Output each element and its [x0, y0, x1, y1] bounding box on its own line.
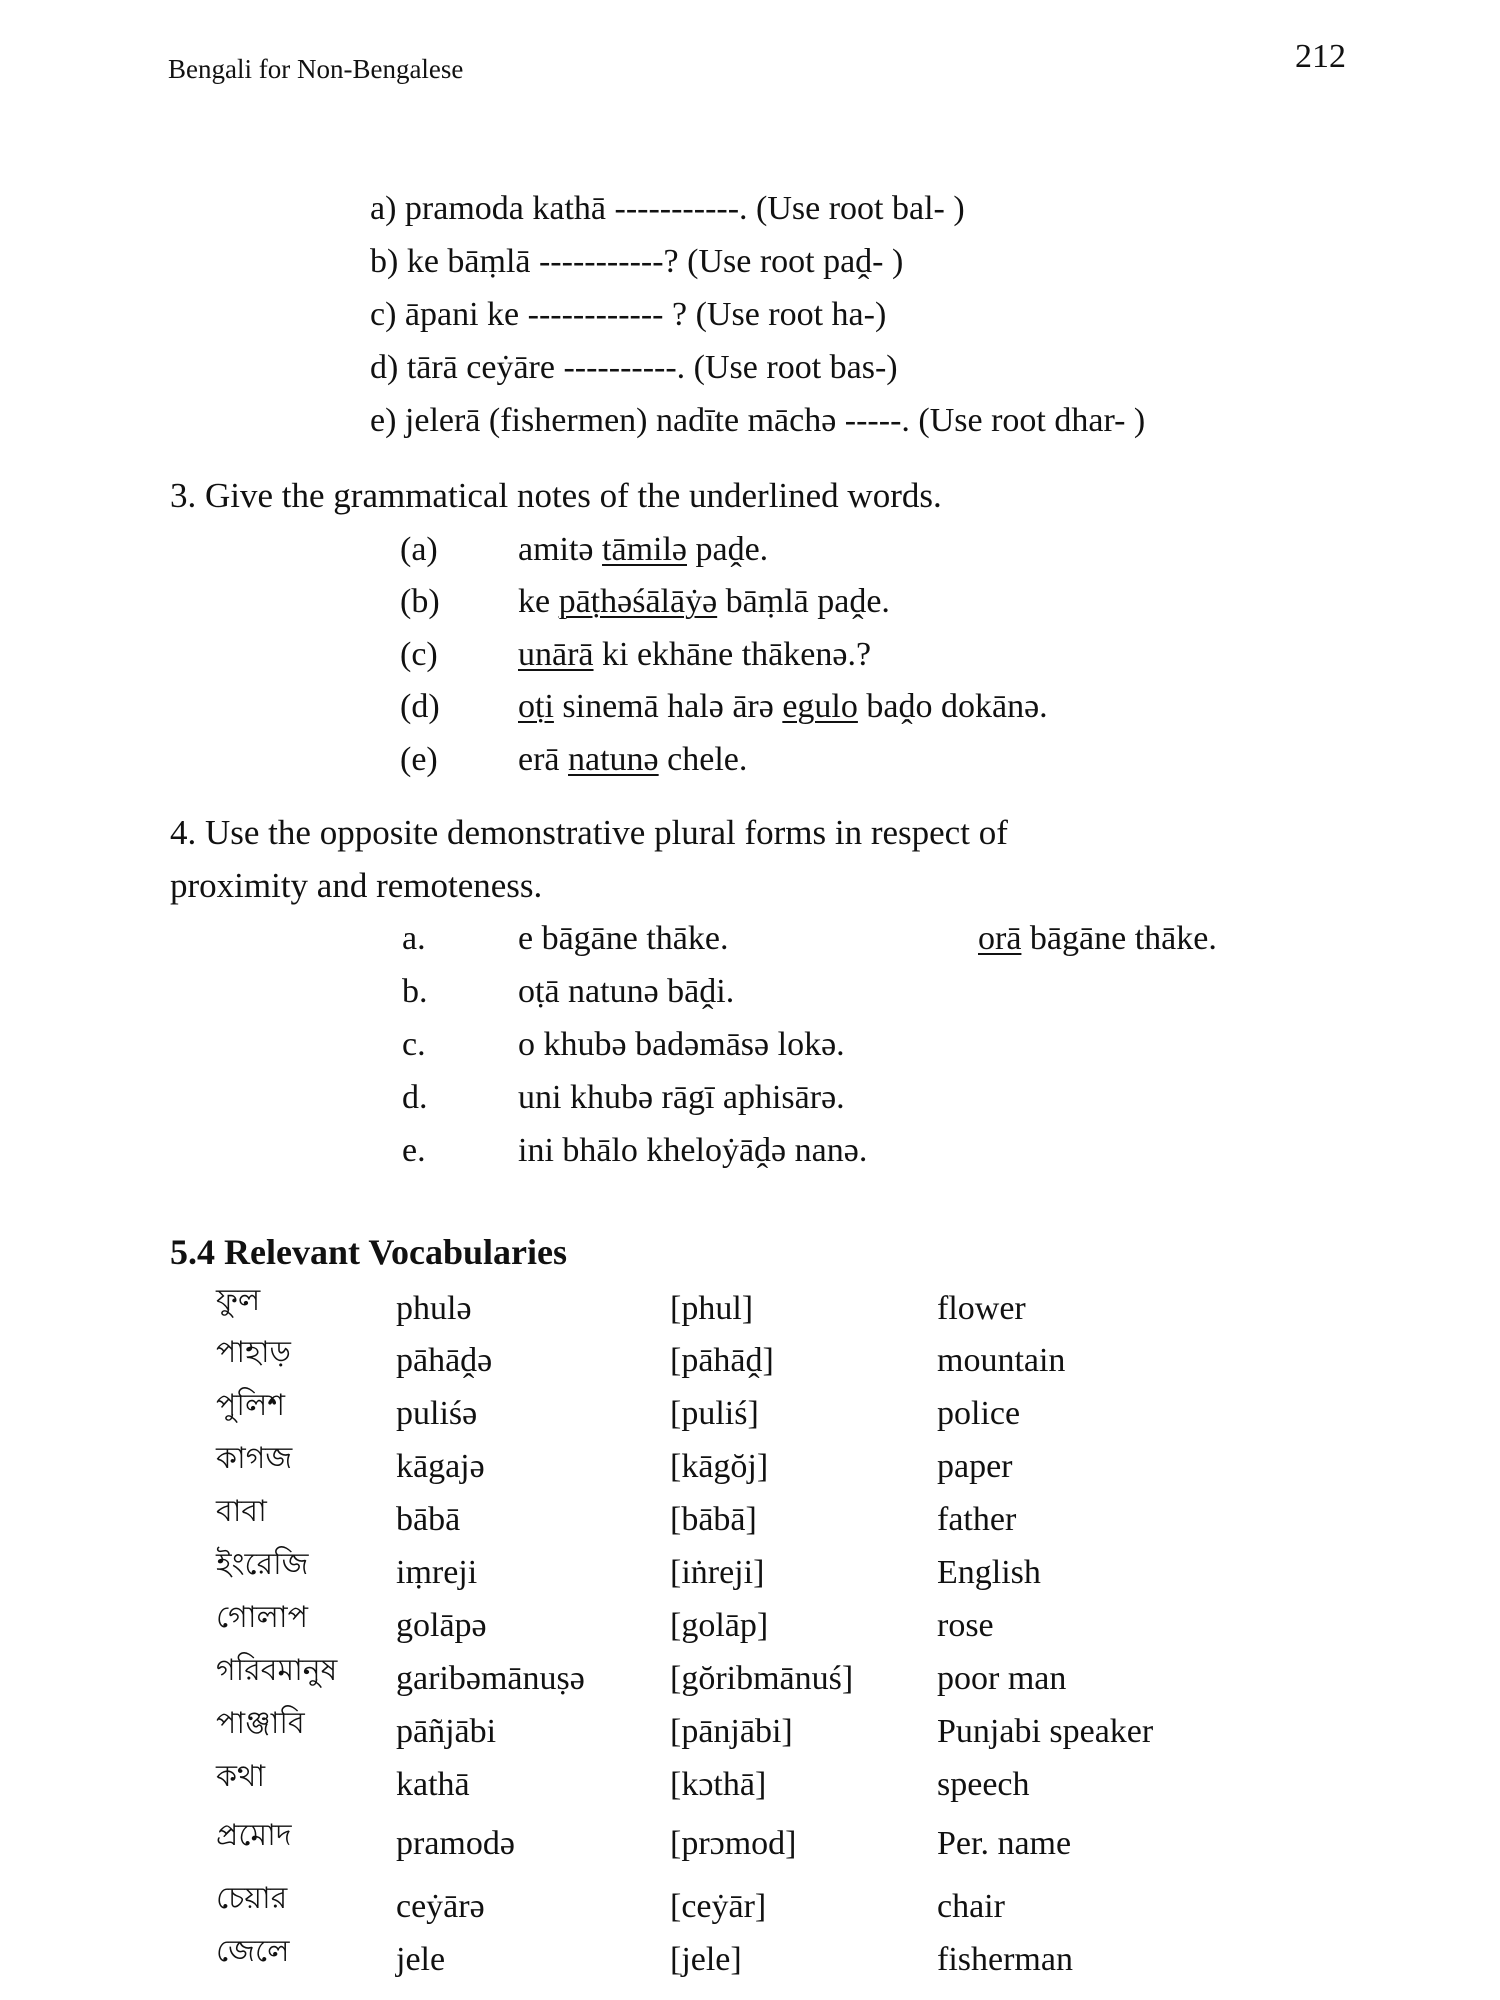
vocab-transliteration: kathā: [396, 1766, 470, 1803]
vocab-transliteration: garibəmānuṣə: [396, 1660, 585, 1697]
q3-label-a: (a): [400, 531, 438, 568]
question-4-line-2: proximity and remoteness.: [170, 866, 543, 905]
vocab-bengali: কথা: [216, 1759, 266, 1794]
question-3-text: 3. Give the grammatical notes of the underlined words.: [170, 476, 942, 515]
q3-e-part-3: chele.: [658, 741, 748, 778]
vocab-bengali: বাবা: [216, 1494, 267, 1529]
q3-a-underlined: tāmilə: [602, 531, 687, 568]
q3-b-underlined: pāṭhəśālāẏə: [558, 583, 718, 620]
vocab-meaning: police: [937, 1395, 1021, 1432]
section-heading: 5.4 Relevant Vocabularies: [170, 1232, 568, 1272]
vocab-pronunciation: [puliś]: [670, 1395, 759, 1432]
vocab-meaning: chair: [937, 1888, 1005, 1925]
running-header: Bengali for Non-Bengalese: [168, 54, 464, 84]
vocab-pronunciation: [pānjābi]: [670, 1713, 793, 1750]
q4-answer-a: [978, 922, 1217, 956]
q3-sentence-e: [518, 743, 747, 777]
vocab-pronunciation: [pāhāḓ]: [670, 1342, 774, 1379]
q3-d-part-2: sinemā halə ārə: [553, 688, 783, 725]
q3-c-underlined: unārā: [518, 636, 594, 673]
vocab-transliteration: jele: [396, 1941, 446, 1978]
q4-answer-a-underlined: orā: [978, 920, 1022, 957]
q4-sentence-b: oṭā natunə bāḓi.: [518, 973, 735, 1010]
vocab-bengali: প্রমোদ: [216, 1818, 292, 1853]
q3-sentence-b: [518, 585, 890, 619]
vocab-meaning: fisherman: [937, 1941, 1073, 1978]
vocab-transliteration: phulə: [396, 1290, 472, 1327]
vocab-bengali: ইংরেজি: [216, 1547, 309, 1582]
q3-c-part-2: ki ekhāne thākenə.?: [593, 636, 872, 673]
q3-b-part-1: ke: [518, 583, 559, 620]
vocab-meaning: rose: [937, 1607, 994, 1644]
vocab-bengali: পাহাড়: [216, 1335, 291, 1370]
vocab-meaning: paper: [937, 1448, 1013, 1485]
vocab-transliteration: golāpə: [396, 1607, 487, 1644]
vocab-transliteration: puliśə: [396, 1395, 478, 1432]
q3-label-d: (d): [400, 688, 440, 725]
vocab-pronunciation: [kɔthā]: [670, 1766, 767, 1803]
q4-sentence-a: e bāgāne thāke.: [518, 920, 729, 957]
vocab-bengali: পাঞ্জাবি: [216, 1706, 305, 1741]
q3-d-part-4: baḓo dokānə.: [857, 688, 1048, 725]
vocab-bengali: জেলে: [216, 1934, 290, 1969]
q3-label-e: (e): [400, 741, 438, 778]
vocab-transliteration: ceẏārə: [396, 1888, 485, 1925]
q3-a-part-3: paḓe.: [687, 531, 769, 568]
vocab-pronunciation: [ceẏār]: [670, 1888, 767, 1925]
q4-answer-a-rest: bāgāne thāke.: [1021, 920, 1217, 957]
vocab-meaning: speech: [937, 1766, 1030, 1803]
vocab-bengali: ফুল: [216, 1283, 261, 1318]
q4-label-b: b.: [402, 973, 428, 1010]
q3-sentence-c: [518, 638, 871, 672]
exercise-item-a: a) pramoda kathā -----------. (Use root bal- ): [370, 190, 965, 227]
q3-e-underlined: natunə: [568, 741, 659, 778]
q4-label-e: e.: [402, 1132, 426, 1169]
q3-label-b: (b): [400, 583, 440, 620]
vocab-pronunciation: [phul]: [670, 1290, 754, 1327]
q3-e-part-1: erā: [518, 741, 569, 778]
q4-sentence-c: o khubə badəmāsə lokə.: [518, 1026, 845, 1063]
q3-label-c: (c): [400, 636, 438, 673]
vocab-transliteration: pāñjābi: [396, 1713, 497, 1750]
vocab-pronunciation: [jele]: [670, 1941, 742, 1978]
exercise-item-e: e) jelerā (fishermen) nadīte māchə -----. (Use root dhar- ): [370, 402, 1146, 439]
q4-label-c: c.: [402, 1026, 426, 1063]
vocab-bengali: গরিবমানুষ: [216, 1653, 338, 1688]
vocab-pronunciation: [bābā]: [670, 1501, 757, 1538]
vocab-meaning: father: [937, 1501, 1017, 1538]
vocab-transliteration: iṃreji: [396, 1554, 478, 1591]
vocab-pronunciation: [gŏribmānuś]: [670, 1660, 854, 1697]
vocab-transliteration: bābā: [396, 1501, 461, 1538]
q4-sentence-e: ini bhālo kheloẏāḓə nanə.: [518, 1132, 868, 1169]
q3-b-part-3: bāṃlā paḓe.: [717, 583, 890, 620]
vocab-bengali: কাগজ: [216, 1441, 293, 1476]
vocab-meaning: poor man: [937, 1660, 1067, 1697]
q4-label-d: d.: [402, 1079, 428, 1116]
exercise-item-d: d) tārā ceẏāre ----------. (Use root bas-): [370, 349, 898, 386]
question-4-line-1: 4. Use the opposite demonstrative plural forms in respect of: [170, 813, 1008, 852]
vocab-bengali: গোলাপ: [216, 1600, 308, 1635]
vocab-meaning: English: [937, 1554, 1041, 1591]
exercise-item-c: c) āpani ke ------------ ? (Use root ha-): [370, 296, 887, 333]
vocab-meaning: mountain: [937, 1342, 1066, 1379]
vocab-transliteration: pramodə: [396, 1825, 515, 1862]
vocab-bengali: চেয়ার: [216, 1881, 288, 1916]
page-number: 212: [1295, 38, 1346, 75]
vocab-transliteration: pāhāḓə: [396, 1342, 493, 1379]
vocab-pronunciation: [golāp]: [670, 1607, 769, 1644]
vocab-bengali: পুলিশ: [216, 1388, 286, 1423]
vocab-meaning: Punjabi speaker: [937, 1713, 1154, 1750]
q3-d-underlined-1: oṭi: [518, 688, 554, 725]
vocab-pronunciation: [kāgŏj]: [670, 1448, 769, 1485]
vocab-pronunciation: [prɔmod]: [670, 1825, 797, 1862]
q3-sentence-a: [518, 533, 768, 567]
q3-a-part-1: amitə: [518, 531, 603, 568]
q4-sentence-d: uni khubə rāgī aphisārə.: [518, 1079, 845, 1116]
q3-d-underlined-2: egulo: [782, 688, 858, 725]
vocab-meaning: Per. name: [937, 1825, 1072, 1862]
vocab-pronunciation: [iṅreji]: [670, 1554, 765, 1591]
q3-sentence-d: [518, 690, 1048, 724]
vocab-meaning: flower: [937, 1290, 1026, 1327]
exercise-item-b: b) ke bāṃlā -----------? (Use root paḓ- ): [370, 243, 904, 280]
q4-label-a: a.: [402, 920, 426, 957]
vocab-transliteration: kāgajə: [396, 1448, 485, 1485]
